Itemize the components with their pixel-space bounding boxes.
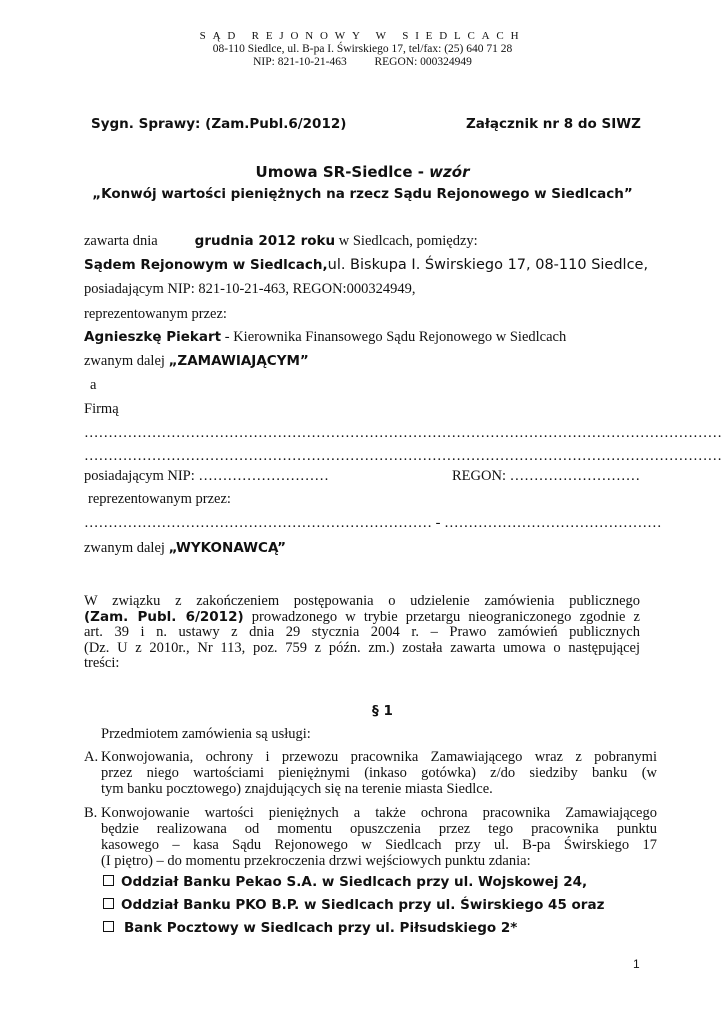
list-line: przez niego wartościami pieniężnymi (inkaso gotówka) z/do siedziby banku (w <box>101 765 657 781</box>
checkbox-icon <box>103 921 114 932</box>
concluded-suffix: w Siedlcach, pomiędzy: <box>338 233 478 249</box>
bank-name: Oddział Banku Pekao S.A. w Siedlcach przy ul. Wojskowej 24, <box>121 874 588 890</box>
court-party-ids: posiadającym NIP: 821-10-21-463, REGON:000324949, <box>84 281 416 297</box>
intro-line-2-rest: prowadzonego w trybie przetargu nieograniczonego zgodnie z <box>251 608 640 625</box>
title-italic: wzór <box>429 163 470 181</box>
court-regon: REGON: 000324949 <box>374 56 472 68</box>
list-text <box>101 749 657 797</box>
ordering-party-line <box>84 353 309 370</box>
firm-address-blank: …………………………………………………………………………………………………………………… <box>84 448 722 464</box>
court-name-header: SĄD REJONOWY W SIEDLCACH <box>199 30 526 42</box>
contractor-representative-blank: ……………………………………………………………… - ……………………………………… <box>84 515 662 531</box>
and-conjunction: a <box>90 377 97 393</box>
concluded-date: grudnia 2012 roku <box>194 233 336 249</box>
page-number: 1 <box>633 957 640 971</box>
checkbox-icon <box>103 898 114 909</box>
list-item <box>84 805 657 869</box>
intro-line-4: (Dz. U z 2010r., Nr 113, poz. 759 z późn. zm.) została zawarta umowa o następującej <box>84 639 640 656</box>
represented-by: reprezentowanym przez: <box>84 306 227 322</box>
intro-paragraph <box>84 594 640 672</box>
list-marker: A. <box>84 749 99 765</box>
section-heading: § 1 <box>372 703 393 719</box>
list-marker: B. <box>84 805 98 821</box>
bank-option <box>103 920 517 936</box>
case-reference: Sygn. Sprawy: (Zam.Publ.6/2012) <box>91 116 347 132</box>
court-address: 08-110 Siedlce, ul. B-pa I. Świrskiego 17, tel/fax: (25) 640 71 28 <box>212 43 513 55</box>
list-line: będzie realizowana od momentu opuszczenia przez tego pracownika punktu <box>101 821 657 837</box>
list-line: (I piętro) – do momentu przekroczenia drzwi wejściowych punktu zdania: <box>101 853 531 869</box>
contractor-called-prefix: zwanym dalej <box>84 540 165 556</box>
representative-role: - Kierownika Finansowego Sądu Rejonowego w Siedlcach <box>224 329 567 345</box>
bank-option <box>103 897 604 913</box>
concluded-line <box>84 233 478 250</box>
contractor-label: „WYKONAWCĄ” <box>168 540 287 556</box>
concluded-prefix: zawarta dnia <box>84 233 158 249</box>
called-prefix: zwanym dalej <box>84 353 165 369</box>
bank-name: Bank Pocztowy w Siedlcach przy ul. Piłsudskiego 2* <box>124 920 518 936</box>
firm-name-blank: …………………………………………………………………………………………………………………… <box>84 425 722 441</box>
document-title <box>0 163 725 181</box>
list-text <box>101 805 657 869</box>
section-lead: Przedmiotem zamówienia są usługi: <box>101 726 311 742</box>
court-party-line <box>84 257 649 273</box>
checkbox-icon <box>103 875 114 886</box>
court-nip: NIP: 821-10-21-463 <box>253 56 347 68</box>
list-line: kasowego – kasa Sądu Rejonowego w Siedlcach przy ul. B-pa Świrskiego 17 <box>101 837 657 853</box>
attachment-label: Załącznik nr 8 do SIWZ <box>466 116 641 132</box>
title-main: Umowa SR-Siedlce - <box>255 163 424 181</box>
list-line: Konwojowanie wartości pieniężnych a także ochrona pracownika Zamawiającego <box>101 805 657 821</box>
intro-line-5: treści: <box>84 655 120 671</box>
representative-name: Agnieszkę Piekart <box>84 329 222 345</box>
court-party-name: Sądem Rejonowym w Siedlcach, <box>84 257 328 273</box>
intro-line-2 <box>84 610 640 626</box>
contractor-represented-by: reprezentowanym przez: <box>88 491 231 507</box>
intro-line-3: art. 39 i n. ustawy z dnia 29 stycznia 2004 r. – Prawo zamówień publicznych <box>84 624 640 640</box>
document-subtitle: „Konwój wartości pieniężnych na rzecz Sądu Rejonowego w Siedlcach” <box>92 186 633 202</box>
bank-name: Oddział Banku PKO B.P. w Siedlcach przy ul. Świrskiego 45 oraz <box>121 897 605 913</box>
list-line: tym banku pocztowego) znajdujących się na terenie miasta Siedlce. <box>101 781 493 797</box>
intro-case-ref: (Zam. Publ. 6/2012) <box>84 608 244 625</box>
bank-option <box>103 874 587 890</box>
list-line: Konwojowania, ochrony i przewozu pracownika Zamawiającego wraz z pobranymi <box>101 749 657 765</box>
list-item <box>84 749 657 797</box>
contractor-regon-blank: REGON: ……………………… <box>452 468 641 484</box>
court-party-address: ul. Biskupa I. Świrskiego 17, 08-110 Siedlce, <box>327 257 649 273</box>
intro-line-1: W związku z zakończeniem postępowania o udzielenie zamówienia publicznego <box>84 593 640 609</box>
court-identifiers <box>0 56 725 68</box>
contractor-line <box>84 540 286 557</box>
firm-label: Firmą <box>84 401 119 417</box>
contractor-nip-blank: posiadającym NIP: ……………………… <box>84 468 329 484</box>
ordering-party-label: „ZAMAWIAJĄCYM” <box>168 353 309 369</box>
representative-line <box>84 329 566 346</box>
